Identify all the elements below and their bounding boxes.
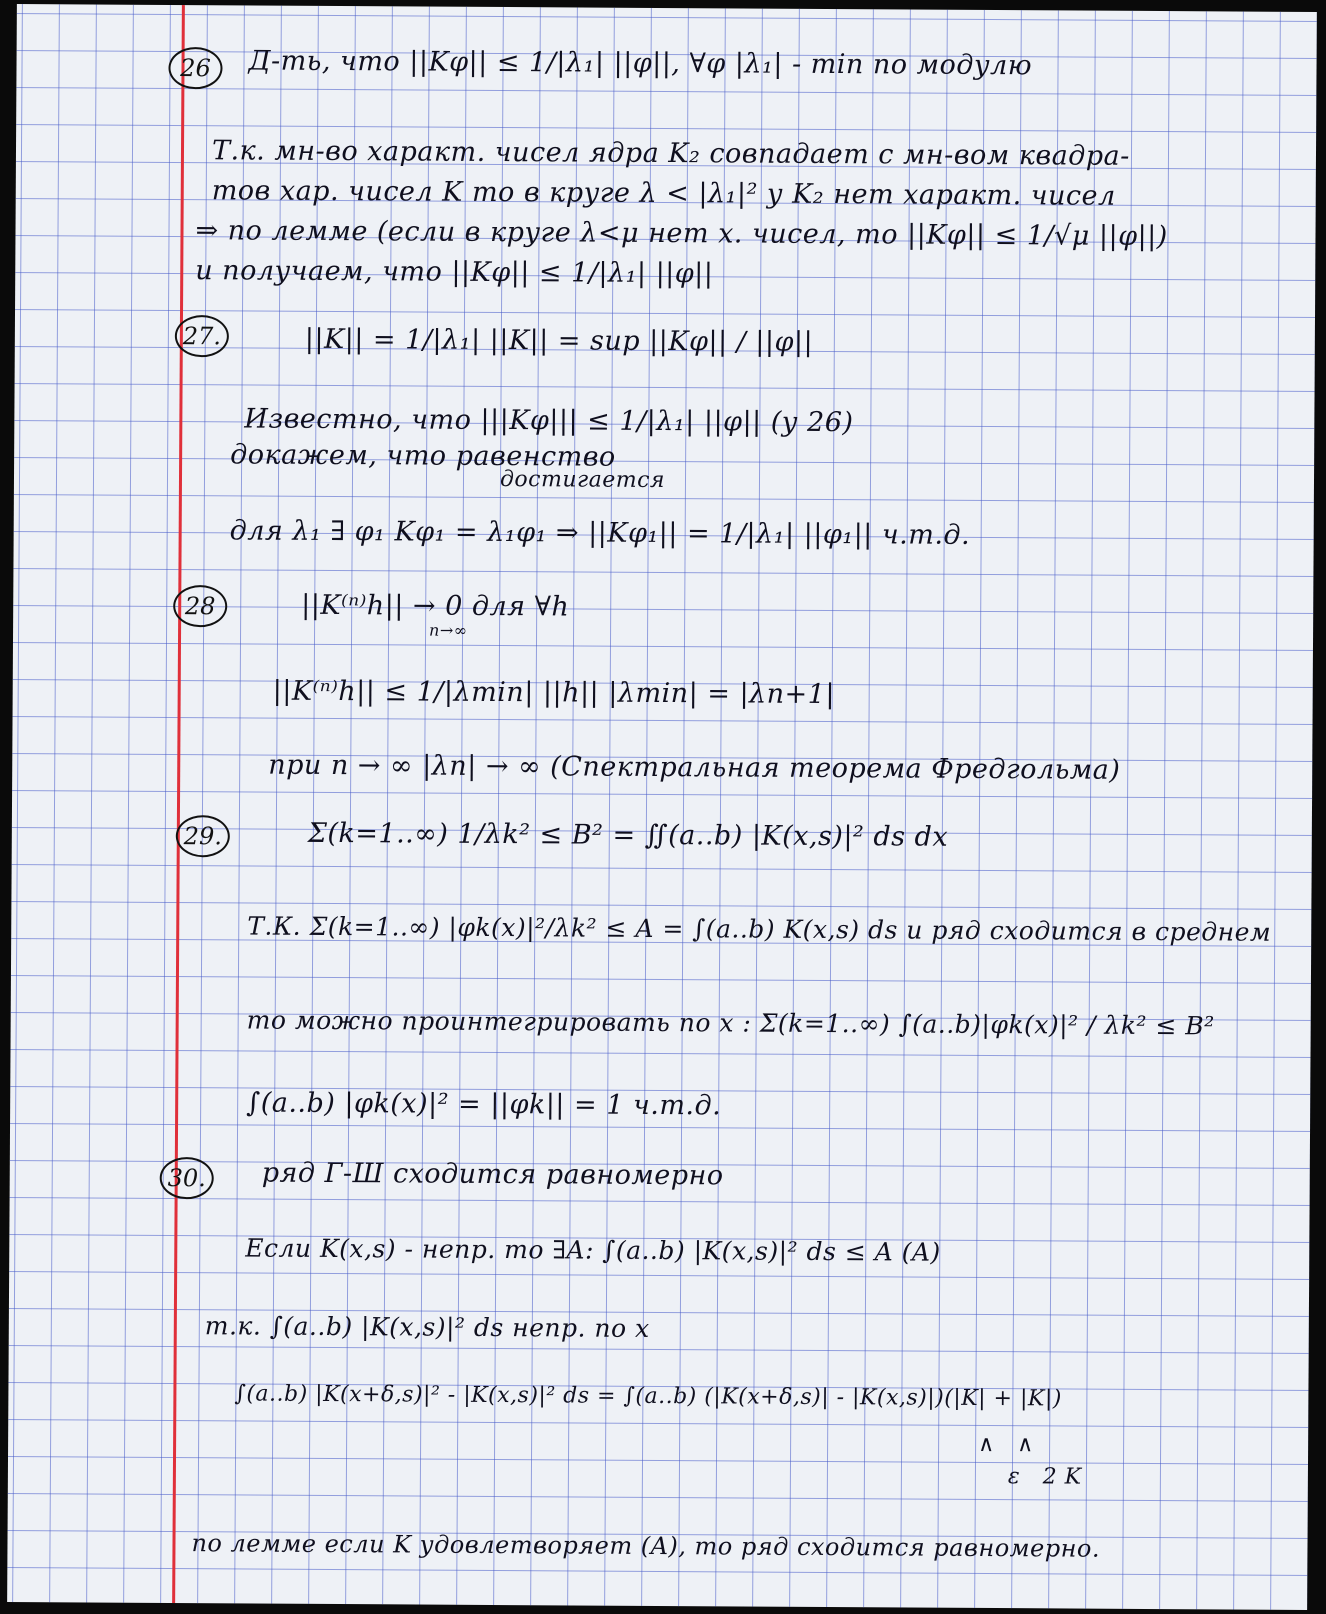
item-number-28: 28 — [173, 585, 227, 627]
item-30-line: т.к. ∫(a..b) |K(x,s)|² ds непр. по x — [204, 1311, 650, 1343]
item-27-statement: ||K|| = 1/|λ₁| ||K|| = sup ||Kφ|| / ||φ|| — [304, 323, 814, 358]
item-26-line: Т.к. мн-во характ. чисел ядра K₂ совпадает с мн-вом квадра- — [211, 135, 1130, 172]
item-26-statement: Д-ть, что ||Kφ|| ≤ 1/|λ₁| ||φ||, ∀φ |λ₁| - min по модулю — [248, 45, 1033, 82]
red-margin-line — [172, 5, 185, 1603]
item-number-30: 30. — [160, 1157, 214, 1199]
item-27-line: докажем, что равенство — [230, 439, 616, 473]
item-30-conclusion: по лемме если K удовлетворяет (A), то ряд сходится равномерно. — [191, 1529, 1101, 1563]
item-30-bounds: ε 2K — [1007, 1464, 1090, 1490]
item-number-29: 29. — [176, 815, 230, 857]
item-29-statement: Σ(k=1..∞) 1/λk² ≤ B² = ∬(a..b) |K(x,s)|² ds dx — [307, 817, 949, 853]
item-27-line: Известно, что |||Kφ||| ≤ 1/|λ₁| ||φ|| (у 26) — [244, 403, 854, 439]
item-number-27: 27. — [175, 315, 229, 357]
item-26-line: тов хар. чисел K то в круге λ < |λ₁|² у K₂ нет характ. чисел — [211, 175, 1116, 212]
item-30-line: Если K(x,s) - непр. то ∃A: ∫(a..b) |K(x,s)|² ds ≤ A (A) — [245, 1233, 941, 1267]
item-28-line: при n → ∞ |λn| → ∞ (Спектральная теорема Фредгольма) — [268, 749, 1121, 786]
item-28-subscript: n→∞ — [429, 620, 468, 640]
item-29-line: то можно проинтегрировать по x : Σ(k=1..∞) ∫(a..b)|φk(x)|² / λk² ≤ B² — [246, 1005, 1215, 1041]
item-26-line: ⇒ по лемме (если в круге λ<μ нет х. чисел, то ||Kφ|| ≤ 1/√μ ||φ||) — [195, 215, 1168, 253]
item-30-statement: ряд Г-Ш сходится равномерно — [261, 1157, 724, 1192]
item-27-line: для λ₁ ∃ φ₁ Kφ₁ = λ₁φ₁ ⇒ ||Kφ₁|| = 1/|λ₁| ||φ₁|| ч.т.д. — [229, 515, 971, 551]
item-26-line: и получаем, что ||Kφ|| ≤ 1/|λ₁| ||φ|| — [195, 255, 714, 290]
item-number-26: 26 — [168, 47, 222, 89]
item-30-inequality-marks: ∧ ∧ — [978, 1431, 1042, 1458]
item-29-line: ∫(a..b) |φk(x)|² = ||φk|| = 1 ч.т.д. — [246, 1087, 722, 1122]
item-28-statement: ||K⁽ⁿ⁾h|| → 0 для ∀h — [301, 589, 570, 623]
item-29-line: Т.К. Σ(k=1..∞) |φk(x)|²/λk² ≤ A = ∫(a..b) K(x,s) ds и ряд сходится в среднем — [247, 911, 1272, 947]
notebook-page — [7, 4, 1317, 1610]
item-30-line: ∫(a..b) |K(x+δ,s)|² - |K(x,s)|² ds = ∫(a..b) (|K(x+δ,s)| - |K(x,s)|)(|K| + |K|) — [234, 1381, 1062, 1412]
item-28-line: ||K⁽ⁿ⁾h|| ≤ 1/|λmin| ||h|| |λmin| = |λn+1| — [272, 675, 836, 711]
item-27-line: достигается — [499, 467, 666, 494]
